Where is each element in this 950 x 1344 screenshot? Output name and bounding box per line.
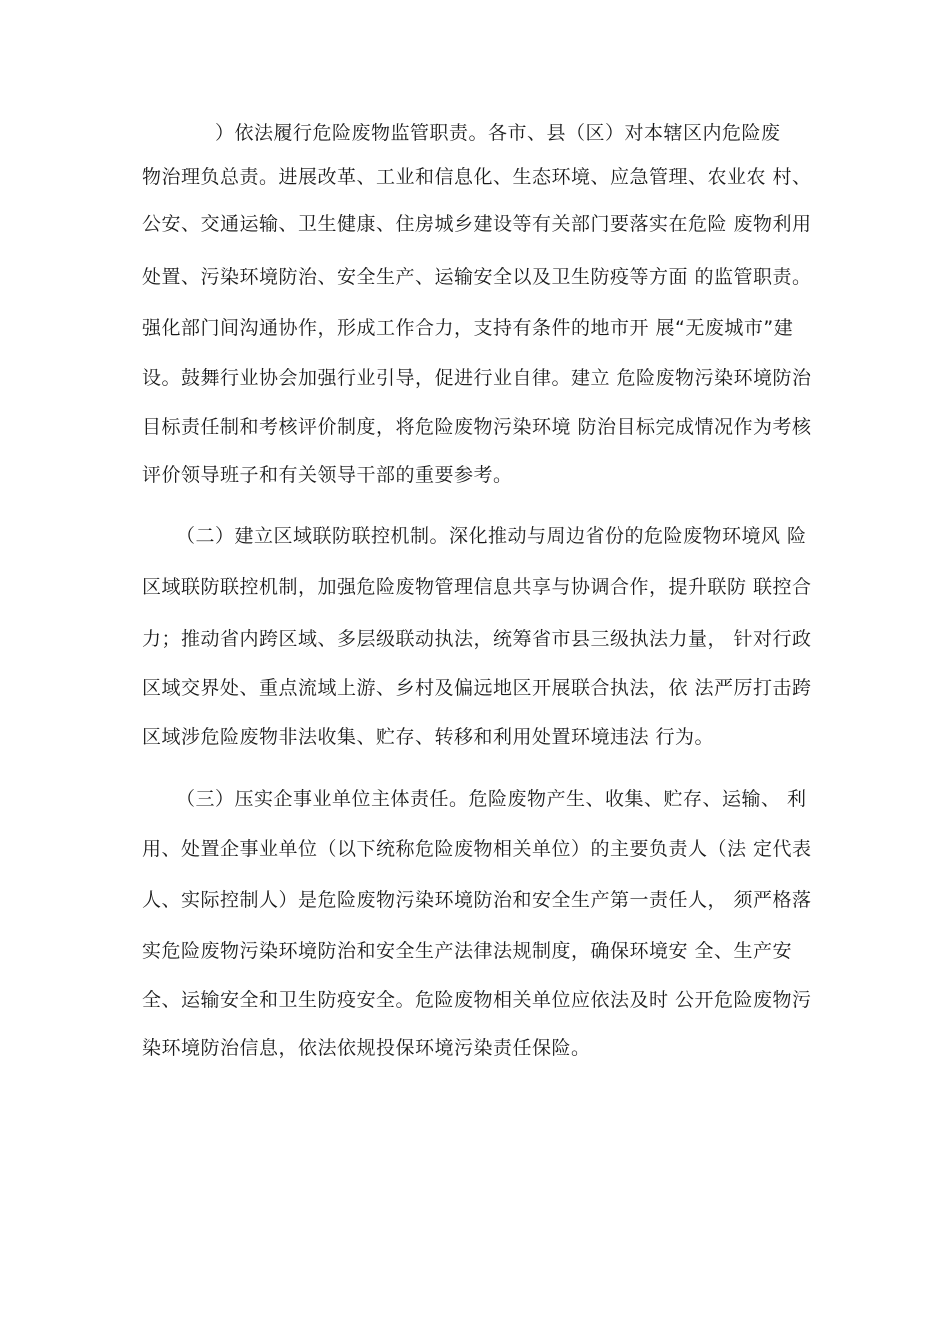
text-line: ）依法履行危险废物监管职责。各市、县（区）对本辖区内危险废 [215, 122, 781, 144]
text-line: 实危险废物污染环境防治和安全生产法律法规制度，确保环境安 全、生产安 [142, 940, 793, 962]
text-line: 力；推动省内跨区域、多层级联动执法，统筹省市县三级执法力量， 针对行政 [142, 628, 812, 650]
text-line: 设。鼓舞行业协会加强行业引导，促进行业自律。建立 危险废物污染环境防治 [142, 367, 812, 389]
text-line: 区域联防联控机制，加强危险废物管理信息共享与协调合作，提升联防 联控合 [142, 576, 812, 598]
text-line: （二）建立区域联防联控机制。深化推动与周边省份的危险废物环境风 险 [176, 525, 807, 547]
text-line: 用、处置企事业单位（以下统称危险废物相关单位）的主要负责人（法 定代表 [142, 838, 812, 860]
text-line: 强化部门间沟通协作，形成工作合力，支持有条件的地市开 展“无废城市”建 [142, 317, 794, 339]
text-line: 人、实际控制人）是危险废物污染环境防治和安全生产第一责任人， 须严格落 [142, 889, 812, 911]
text-line: 目标责任制和考核评价制度，将危险废物污染环境 防治目标完成情况作为考核 [142, 416, 812, 438]
text-line: 区域交界处、重点流域上游、乡村及偏远地区开展联合执法，依 法严厉打击跨 [142, 677, 812, 699]
text-line: 物治理负总责。进展改革、工业和信息化、生态环境、应急管理、农业农 村、 [142, 166, 812, 188]
text-line: 全、运输安全和卫生防疫安全。危险废物相关单位应依法及时 公开危险废物污 [142, 989, 812, 1011]
text-line: 染环境防治信息，依法依规投保环境污染责任保险。 [142, 1037, 591, 1059]
text-line: 评价领导班子和有关领导干部的重要参考。 [142, 464, 513, 486]
text-line: （三）压实企事业单位主体责任。危险废物产生、收集、贮存、运输、 利 [176, 788, 807, 810]
text-line: 区域涉危险废物非法收集、贮存、转移和利用处置环境违法 行为。 [142, 726, 715, 748]
text-line: 处置、污染环境防治、安全生产、运输安全以及卫生防疫等方面 的监管职责。 [142, 266, 812, 288]
text-line: 公安、交通运输、卫生健康、住房城乡建设等有关部门要落实在危险 废物利用 [142, 213, 812, 235]
